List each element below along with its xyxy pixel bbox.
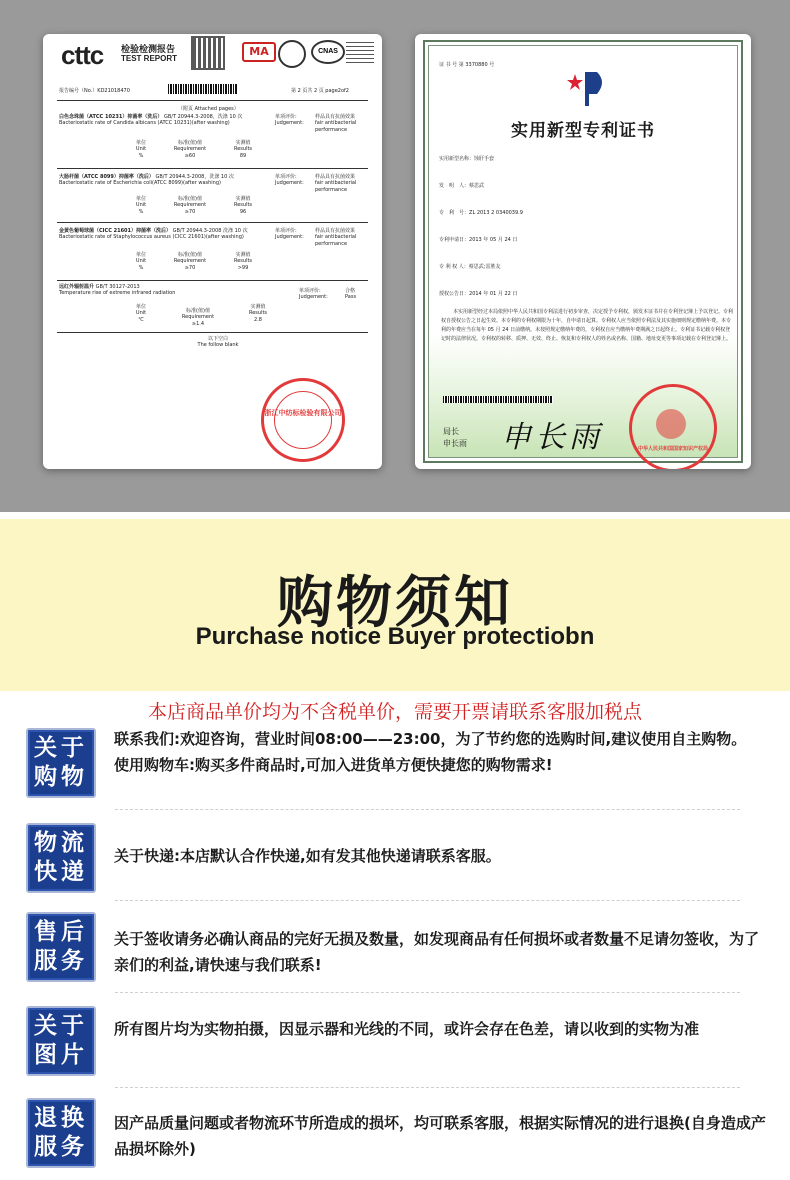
notice-subtitle: Purchase notice Buyer protectiobn: [195, 623, 595, 650]
report-brand-en: TEST REPORT: [121, 54, 178, 63]
qr-code-icon: [193, 38, 223, 68]
judgement-label: 单项评价: Judgement:: [275, 114, 304, 127]
certificate-border: [423, 40, 743, 463]
judgement-result: 样品具有抗菌效果 fair antibacterial performance: [315, 114, 357, 133]
notice-item-shopping: [26, 728, 766, 798]
badge-shipping: 物流快递: [26, 823, 96, 893]
cnas-mark: CNAS: [311, 40, 345, 64]
certificate-body: 本实用新型经过本局依照中华人民共和国专利法进行初步审查，决定授予专利权，颁发本证书并在专利登记簿上予以登记。专利权自授权公告之日起生效。本专利的专利权期限为十年，自申请日起算。专利权人应当依照专利法及其实施细则规定缴纳年费。本专利的年费应当在每年 05 月 24 日前缴纳。未按照规定缴纳年费的，专利权自应当缴纳年费期满之日起终止。专利证书记载专利权登记时的法律状况。专利权的转移、质押、无效、终止、恢复和专利权人的姓名或名称、国籍、地址变更等事项记载在专利登记簿上。: [441, 309, 734, 342]
item-text: 所有图片均为实物拍摄，因显示器和光线的不同，或许会存在色差，请以收到的实物为准: [114, 1020, 700, 1038]
item-text: 因产品质量问题或者物流环节所造成的损坏，均可联系客服，根据实际情况的进行退换(自身造成产品损坏除外): [114, 1114, 766, 1158]
field-row: 专 利 权 人：蔡思武;雷胜友: [439, 264, 501, 270]
divider: [115, 809, 740, 810]
report-page: 第 2 页共 2 页 page2of2: [291, 88, 349, 94]
certificate-title: 实用新型专利证书: [511, 121, 655, 141]
purchase-notice-banner: [0, 519, 790, 691]
judgement-result: 样品具有抗菌效果 fair antibacterial performance: [315, 174, 357, 193]
judgement-result: 合格 Pass: [345, 288, 357, 301]
result-cell: 实测值 Results 96: [233, 196, 253, 215]
barcode-icon: [168, 84, 238, 94]
divider: [57, 332, 368, 333]
blank-note: 以下空白 The follow blank: [197, 336, 239, 349]
notice-item-shipping: [26, 823, 766, 893]
badge-after-sales: 售后服务: [26, 912, 96, 982]
badge-returns: 退换服务: [26, 1098, 96, 1168]
director-name: 申长雨: [443, 439, 467, 448]
report-red-seal: 浙江中纺标检验有限公司: [261, 378, 345, 462]
patent-emblem-icon: [567, 66, 607, 110]
certification-emblem-icon: [278, 40, 306, 68]
unit-cell: 单位 Unit ℃: [135, 304, 147, 323]
requirement-cell: 标准(值)值 Requirement ≥70: [173, 252, 207, 271]
cttc-logo: cttc: [61, 40, 104, 70]
tax-notice: 本店商品单价均为不含税单价，需要开票请联系客服加税点: [147, 701, 642, 723]
test-item-name: 白色念珠菌（ATCC 10231）抑菌率（洗后） GB/T 20944.3-2008，洗涤 10 次 Bacteriostatic rate of Candida albicans (ATCC 10231)(after washing): [59, 114, 243, 127]
notice-title: 购物须知: [277, 571, 513, 636]
divider: [115, 992, 740, 993]
patent-red-seal: 中华人民共和国国家知识产权局: [629, 384, 717, 469]
requirement-cell: 标准(值)值 Requirement ≥70: [173, 196, 207, 215]
result-cell: 实测值 Results 89: [233, 140, 253, 159]
accreditation-text-block: [346, 42, 374, 64]
judgement-label: 单项评价: Judgement:: [275, 228, 304, 241]
judgement-label: 单项评价: Judgement:: [275, 174, 304, 187]
test-report-image: [43, 34, 382, 469]
certificate-band: [0, 0, 790, 512]
divider: [57, 100, 368, 101]
divider: [115, 900, 740, 901]
unit-cell: 单位 Unit %: [135, 252, 147, 271]
notice-item-returns: [26, 1098, 766, 1168]
divider: [57, 168, 368, 169]
item-text: 关于快递:本店默认合作快递,如有发其他快递请联系客服。: [114, 847, 501, 865]
badge-shopping: 关于购物: [26, 728, 96, 798]
unit-cell: 单位 Unit %: [135, 196, 147, 215]
test-item-name: 远红外辐射温升 GB/T 30127-2013 Temperature rise of extreme infrared radiation: [59, 284, 176, 297]
director-signature: 申长雨: [501, 420, 603, 455]
notice-item-pictures: [26, 1006, 766, 1076]
item-text: 关于签收请务必确认商品的完好无损及数量，如发现商品有任何损坏或者数量不足请勿签收，为了亲们的利益,请快速与我们联系!: [114, 930, 760, 974]
certificate-number: 证 书 号 第 3370880 号: [439, 62, 495, 68]
test-item-name: 大肠杆菌（ATCC 8099）抑菌率（洗后） GB/T 20944.3-2008，洗涤 10 次 Bacteriostatic rate of Escherichia coli(ATCC 8099)(after washing): [59, 174, 234, 187]
cma-mark: MA: [242, 42, 276, 62]
field-row: 专 利 号：ZL 2013 2 0340039.9: [439, 210, 523, 216]
patent-fields: [439, 156, 729, 305]
notice-item-after-sales: [26, 912, 766, 982]
field-row: 实用新型名称：蚀肝手套: [439, 156, 495, 162]
test-item-name: 金黄色葡萄球菌（CICC 21601）抑菌率（洗后） GB/T 20944.3-2008 洗涤 10 次 Bacteriostatic rate of Staphylococcus aureus (CICC 21601)(after washing): [59, 228, 248, 241]
barcode-icon: [443, 396, 553, 403]
director-label: 局长: [443, 427, 459, 436]
result-cell: 实测值 Results >99: [233, 252, 253, 271]
item-text: 联系我们:欢迎咨询，营业时间08:00——23:00，为了节约您的选购时间,建议使用自主购物。 使用购物车:购买多件商品时,可加入进货单方便快捷您的购物需求!: [114, 730, 747, 774]
field-row: 专利申请日：2013 年 05 月 24 日: [439, 237, 518, 243]
field-row: 发 明 人：蔡思武: [439, 183, 485, 189]
divider: [115, 1087, 740, 1088]
divider: [57, 222, 368, 223]
field-row: 授权公告日：2014 年 01 月 22 日: [439, 291, 518, 297]
badge-pictures: 关于图片: [26, 1006, 96, 1076]
report-number: 报告编号（No.）KD21018470: [59, 88, 130, 94]
requirement-cell: 标准(值)值 Requirement ≥1.4: [181, 308, 215, 327]
attached-pages: （附页 Attached pages）: [178, 106, 239, 112]
judgement-result: 样品具有抗菌效果 fair antibacterial performance: [315, 228, 357, 247]
divider: [57, 280, 368, 281]
unit-cell: 单位 Unit %: [135, 140, 147, 159]
report-brand-cn: 检验检测报告: [121, 45, 176, 55]
requirement-cell: 标准(值)值 Requirement ≥60: [173, 140, 207, 159]
patent-certificate-image: [415, 34, 751, 469]
judgement-label: 单项评价: Judgement:: [299, 288, 328, 301]
result-cell: 实测值 Results 2.8: [248, 304, 268, 323]
